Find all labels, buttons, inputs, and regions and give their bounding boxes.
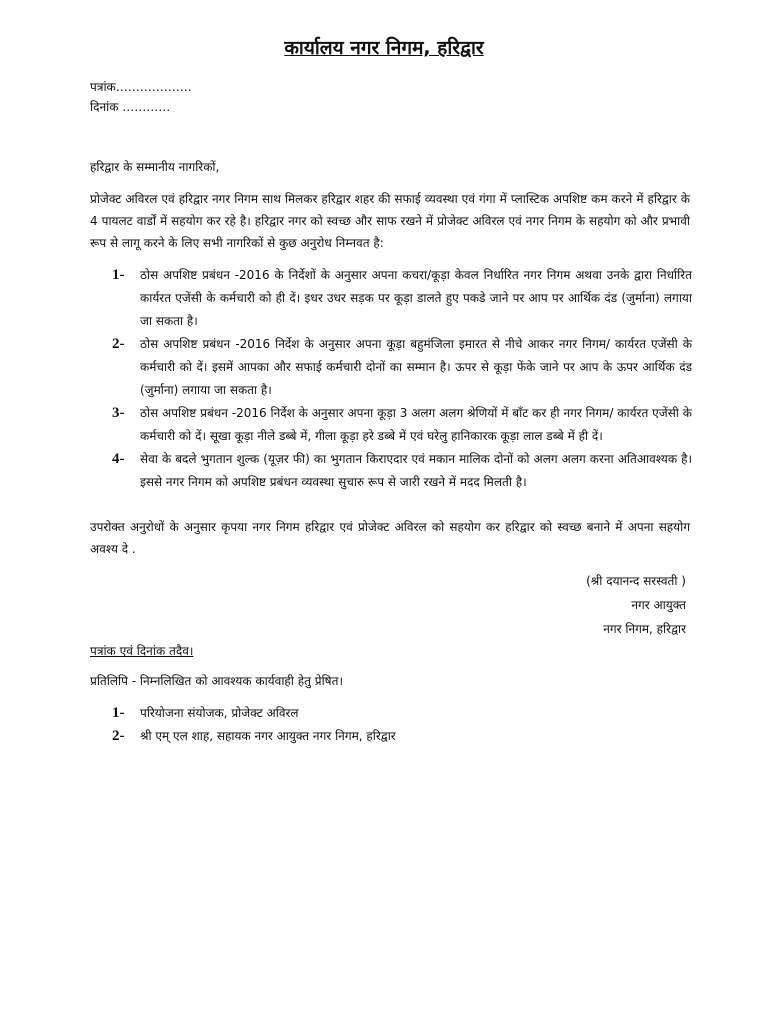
closing-paragraph: उपरोक्त अनुरोधों के अनुसार कृपया नगर निगम हरिद्वार एवं प्रोजेक्ट अविरल को सहयोग कर हरिद्वार को स्वच्छ बनाने में अपना सहयोग अवश्य दे .	[90, 520, 690, 556]
list-item	[112, 264, 692, 333]
list-text: ठोस अपशिष्ट प्रबंधन -2016 के निर्देशों के अनुसार अपना कचरा/कूड़ा केवल निर्धारित नगर निगम अथवा उनके द्वारा निर्धारित कार्यरत एजेंसी के कर्मचारी को ही दें। इधर उधर सड़क पर कूड़ा डालते हुए पकडे जाने पर आप पर आर्थिक दंड (जुर्माना) लगाया जा सकता है।	[140, 268, 692, 328]
list-item	[112, 448, 692, 494]
list-number: 2-	[112, 728, 125, 744]
recipient-list	[112, 702, 692, 748]
list-text: श्री एम् एल शाह, सहायक नगर आयुक्त नगर निगम, हरिद्वार	[140, 729, 396, 743]
date-line: दिनांक …………	[90, 100, 171, 114]
list-text: ठोस अपशिष्ट प्रबंधन -2016 निर्देश के अनुसार अपना कूड़ा 3 अलग अलग श्रेणियों में बाँट कर ही नगर निगम/ कार्यरत एजेंसी के कर्मचारी को दें। सूखा कूड़ा नीले डब्बे में, गीला कूड़ा हरे डब्बे में एवं घरेलु हानिकारक कूड़ा लाल डब्बे में ही दें।	[140, 406, 692, 443]
list-number: 4-	[112, 451, 125, 467]
copy-intro: प्रतिलिपि - निम्नलिखित को आवश्यक कार्यवाही हेतु प्रेषित।	[90, 674, 344, 688]
list-text: ठोस अपशिष्ट प्रबंधन -2016 निर्देश के अनुसार अपना कूड़ा बहुमंजिला इमारत से नीचे आकर नगर निगम/ कार्यरत एजेंसी के कर्मचारी को दें। इसमें आपका और सफाई कर्मचारी दोनों का सम्मान है। ऊपर से कूड़ा फेंके जाने पर आप के ऊपर आर्थिक दंड (जुर्माना) लगाया जा सकता है।	[140, 337, 692, 397]
request-list	[112, 264, 692, 494]
page-title: कार्यालय नगर निगम, हरिद्वार	[284, 37, 484, 59]
reference-number: पत्रांक……………….	[90, 80, 192, 94]
list-number: 1-	[112, 267, 125, 283]
copy-reference-line: पत्रांक एवं दिनांक तदैव।	[90, 644, 194, 658]
signatory-office: नगर निगम, हरिद्वार	[603, 622, 686, 636]
list-item	[112, 402, 692, 448]
list-text: परियोजना संयोजक, प्रोजेक्ट अविरल	[140, 706, 299, 720]
list-number: 1-	[112, 705, 125, 721]
signatory-designation: नगर आयुक्त	[631, 598, 686, 612]
list-item	[112, 702, 692, 725]
list-number: 3-	[112, 405, 125, 421]
list-item	[112, 333, 692, 402]
intro-paragraph: प्रोजेक्ट अविरल एवं हरिद्वार नगर निगम साथ मिलकर हरिद्वार शहर की सफाई व्यवस्था एवं गंगा में प्लास्टिक अपशिष्ट कम करने में हरिद्वार के 4 पायलट वार्डों में सहयोग कर रहे है। हरिद्वार नगर को स्वच्छ और साफ रखने में प्रोजेक्ट अविरल एवं नगर निगम के सहयोग को और प्रभावी रूप से लागू करने के लिए सभी नागरिकों से कुछ अनुरोध निम्नवत है:	[90, 192, 690, 250]
list-item	[112, 725, 692, 748]
signatory-name: (श्री दयानन्द सरस्वती )	[586, 574, 686, 588]
list-number: 2-	[112, 336, 125, 352]
salutation: हरिद्वार के सम्मानीय नागरिकों,	[90, 160, 220, 174]
list-text: सेवा के बदले भुगतान शुल्क (यूज़र फी) का भुगतान किराएदार एवं मकान मालिक दोनों को अलग अलग करना अतिआवश्यक है। इससे नगर निगम को अपशिष्ट प्रबंधन व्यवस्था सुचारु रूप से जारी रखने में मदद मिलती है।	[140, 452, 692, 489]
